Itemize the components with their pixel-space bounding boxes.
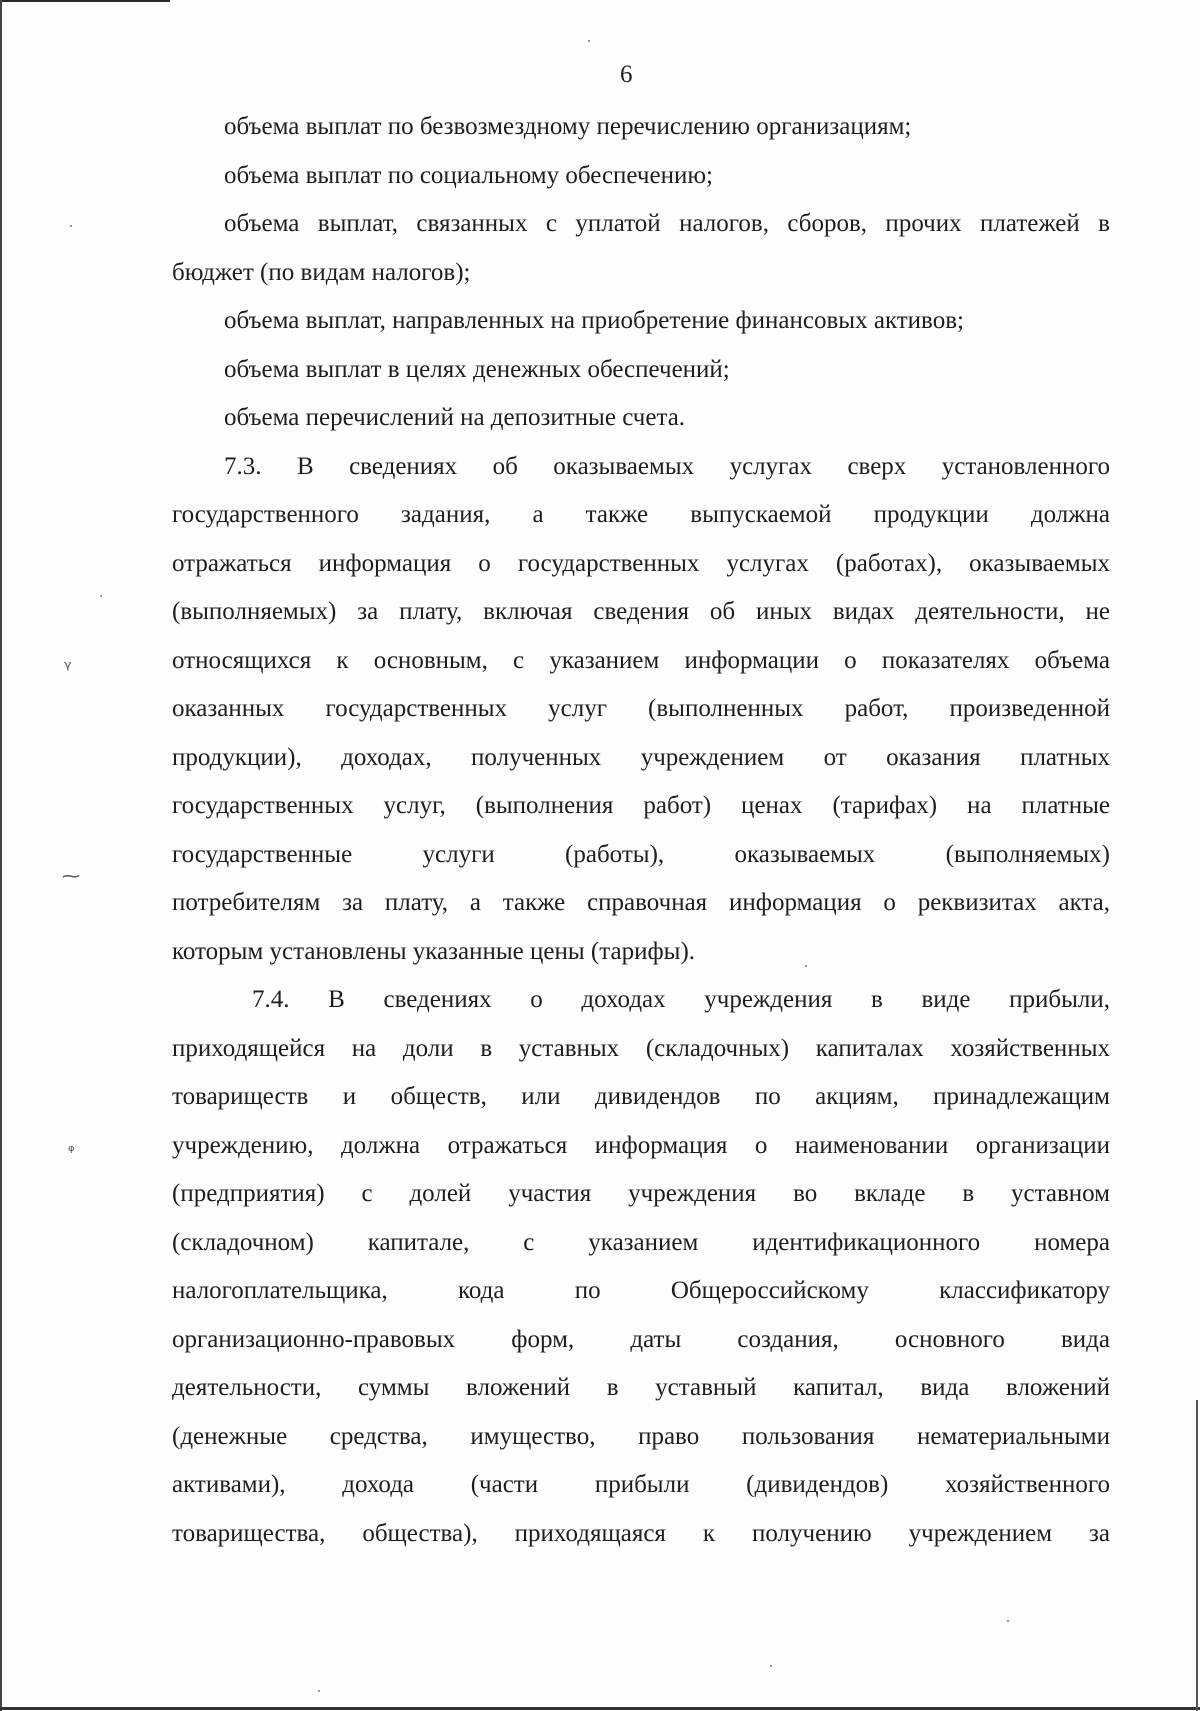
margin-mark-3: ᵩ (68, 1136, 75, 1155)
text-line: государственные услуги (работы), оказываемых (выполняемых) (172, 840, 1110, 868)
text-line: потребителям за плату, а также справочная информация о реквизитах акта, (172, 889, 1110, 916)
document-body (172, 103, 1110, 1558)
margin-mark-2: ⁓ (62, 866, 80, 887)
scan-edge-right (1196, 1400, 1198, 1711)
text-line: объема выплат по социальному обеспечению; (224, 161, 713, 189)
text-line: объема выплат, связанных с уплатой налогов, сборов, прочих платежей в (224, 210, 1110, 237)
text-line: продукции), доходах, полученных учреждением от оказания платных (172, 743, 1110, 771)
text-line: (денежные средства, имущество, право пользования нематериальными (172, 1422, 1110, 1450)
text-line: объема выплат в целях денежных обеспечений; (224, 355, 730, 383)
scan-edge-left (0, 0, 2, 1711)
text-line: объема перечислений на депозитные счета. (224, 404, 686, 431)
scan-edge-top (0, 0, 170, 2)
text-line: оказанных государственных услуг (выполненных работ, произведенной (172, 695, 1110, 722)
speck (588, 40, 590, 42)
text-line: активами), дохода (части прибыли (дивидендов) хозяйственного (172, 1471, 1110, 1498)
text-line: которым установлены указанные цены (тарифы). (172, 937, 696, 965)
text-line: приходящейся на доли в уставных (складочных) капиталах хозяйственных (172, 1034, 1110, 1062)
text-line: товариществ и обществ, или дивидендов по акциям, принадлежащим (172, 1083, 1110, 1110)
text-line: налогоплательщика, кода по Общероссийскому классификатору (172, 1277, 1110, 1304)
text-line: учреждению, должна отражаться информация о наименовании организации (172, 1131, 1110, 1159)
speck (70, 225, 72, 227)
text-line: объема выплат по безвозмездному перечислению организациям; (224, 113, 912, 140)
speck (770, 1665, 772, 1667)
speck (318, 1690, 320, 1692)
speck (1007, 1620, 1009, 1622)
text-line: 7.4. В сведениях о доходах учреждения в виде прибыли, (252, 986, 1110, 1013)
text-line: государственного задания, а также выпускаемой продукции должна (172, 501, 1110, 528)
margin-mark-1: ᵞ (64, 656, 72, 680)
text-line: (предприятия) с долей участия учреждения во вкладе в уставном (172, 1180, 1110, 1207)
text-line: отражаться информация о государственных услугах (работах), оказываемых (172, 549, 1110, 577)
page-number: 6 (620, 61, 633, 88)
text-line: относящихся к основным, с указанием информации о показателях объема (172, 646, 1110, 674)
text-line: бюджет (по видам налогов); (172, 258, 471, 286)
text-line: организационно-правовых форм, даты создания, основного вида (172, 1325, 1110, 1353)
text-line: объема выплат, направленных на приобретение финансовых активов; (224, 307, 964, 334)
text-line: (выполняемых) за плату, включая сведения об иных видах деятельности, не (172, 598, 1110, 625)
text-line: товарищества, общества), приходящаяся к получению учреждением за (172, 1519, 1110, 1547)
text-line: (складочном) капитале, с указанием идентификационного номера (172, 1228, 1110, 1256)
speck (100, 595, 102, 597)
text-line: государственных услуг, (выполнения работ) ценах (тарифах) на платные (172, 792, 1110, 819)
scan-edge-bottom (0, 1707, 1200, 1710)
text-line: 7.3. В сведениях об оказываемых услугах сверх установленного (224, 452, 1110, 480)
text-line: деятельности, суммы вложений в уставный капитал, вида вложений (172, 1374, 1110, 1401)
